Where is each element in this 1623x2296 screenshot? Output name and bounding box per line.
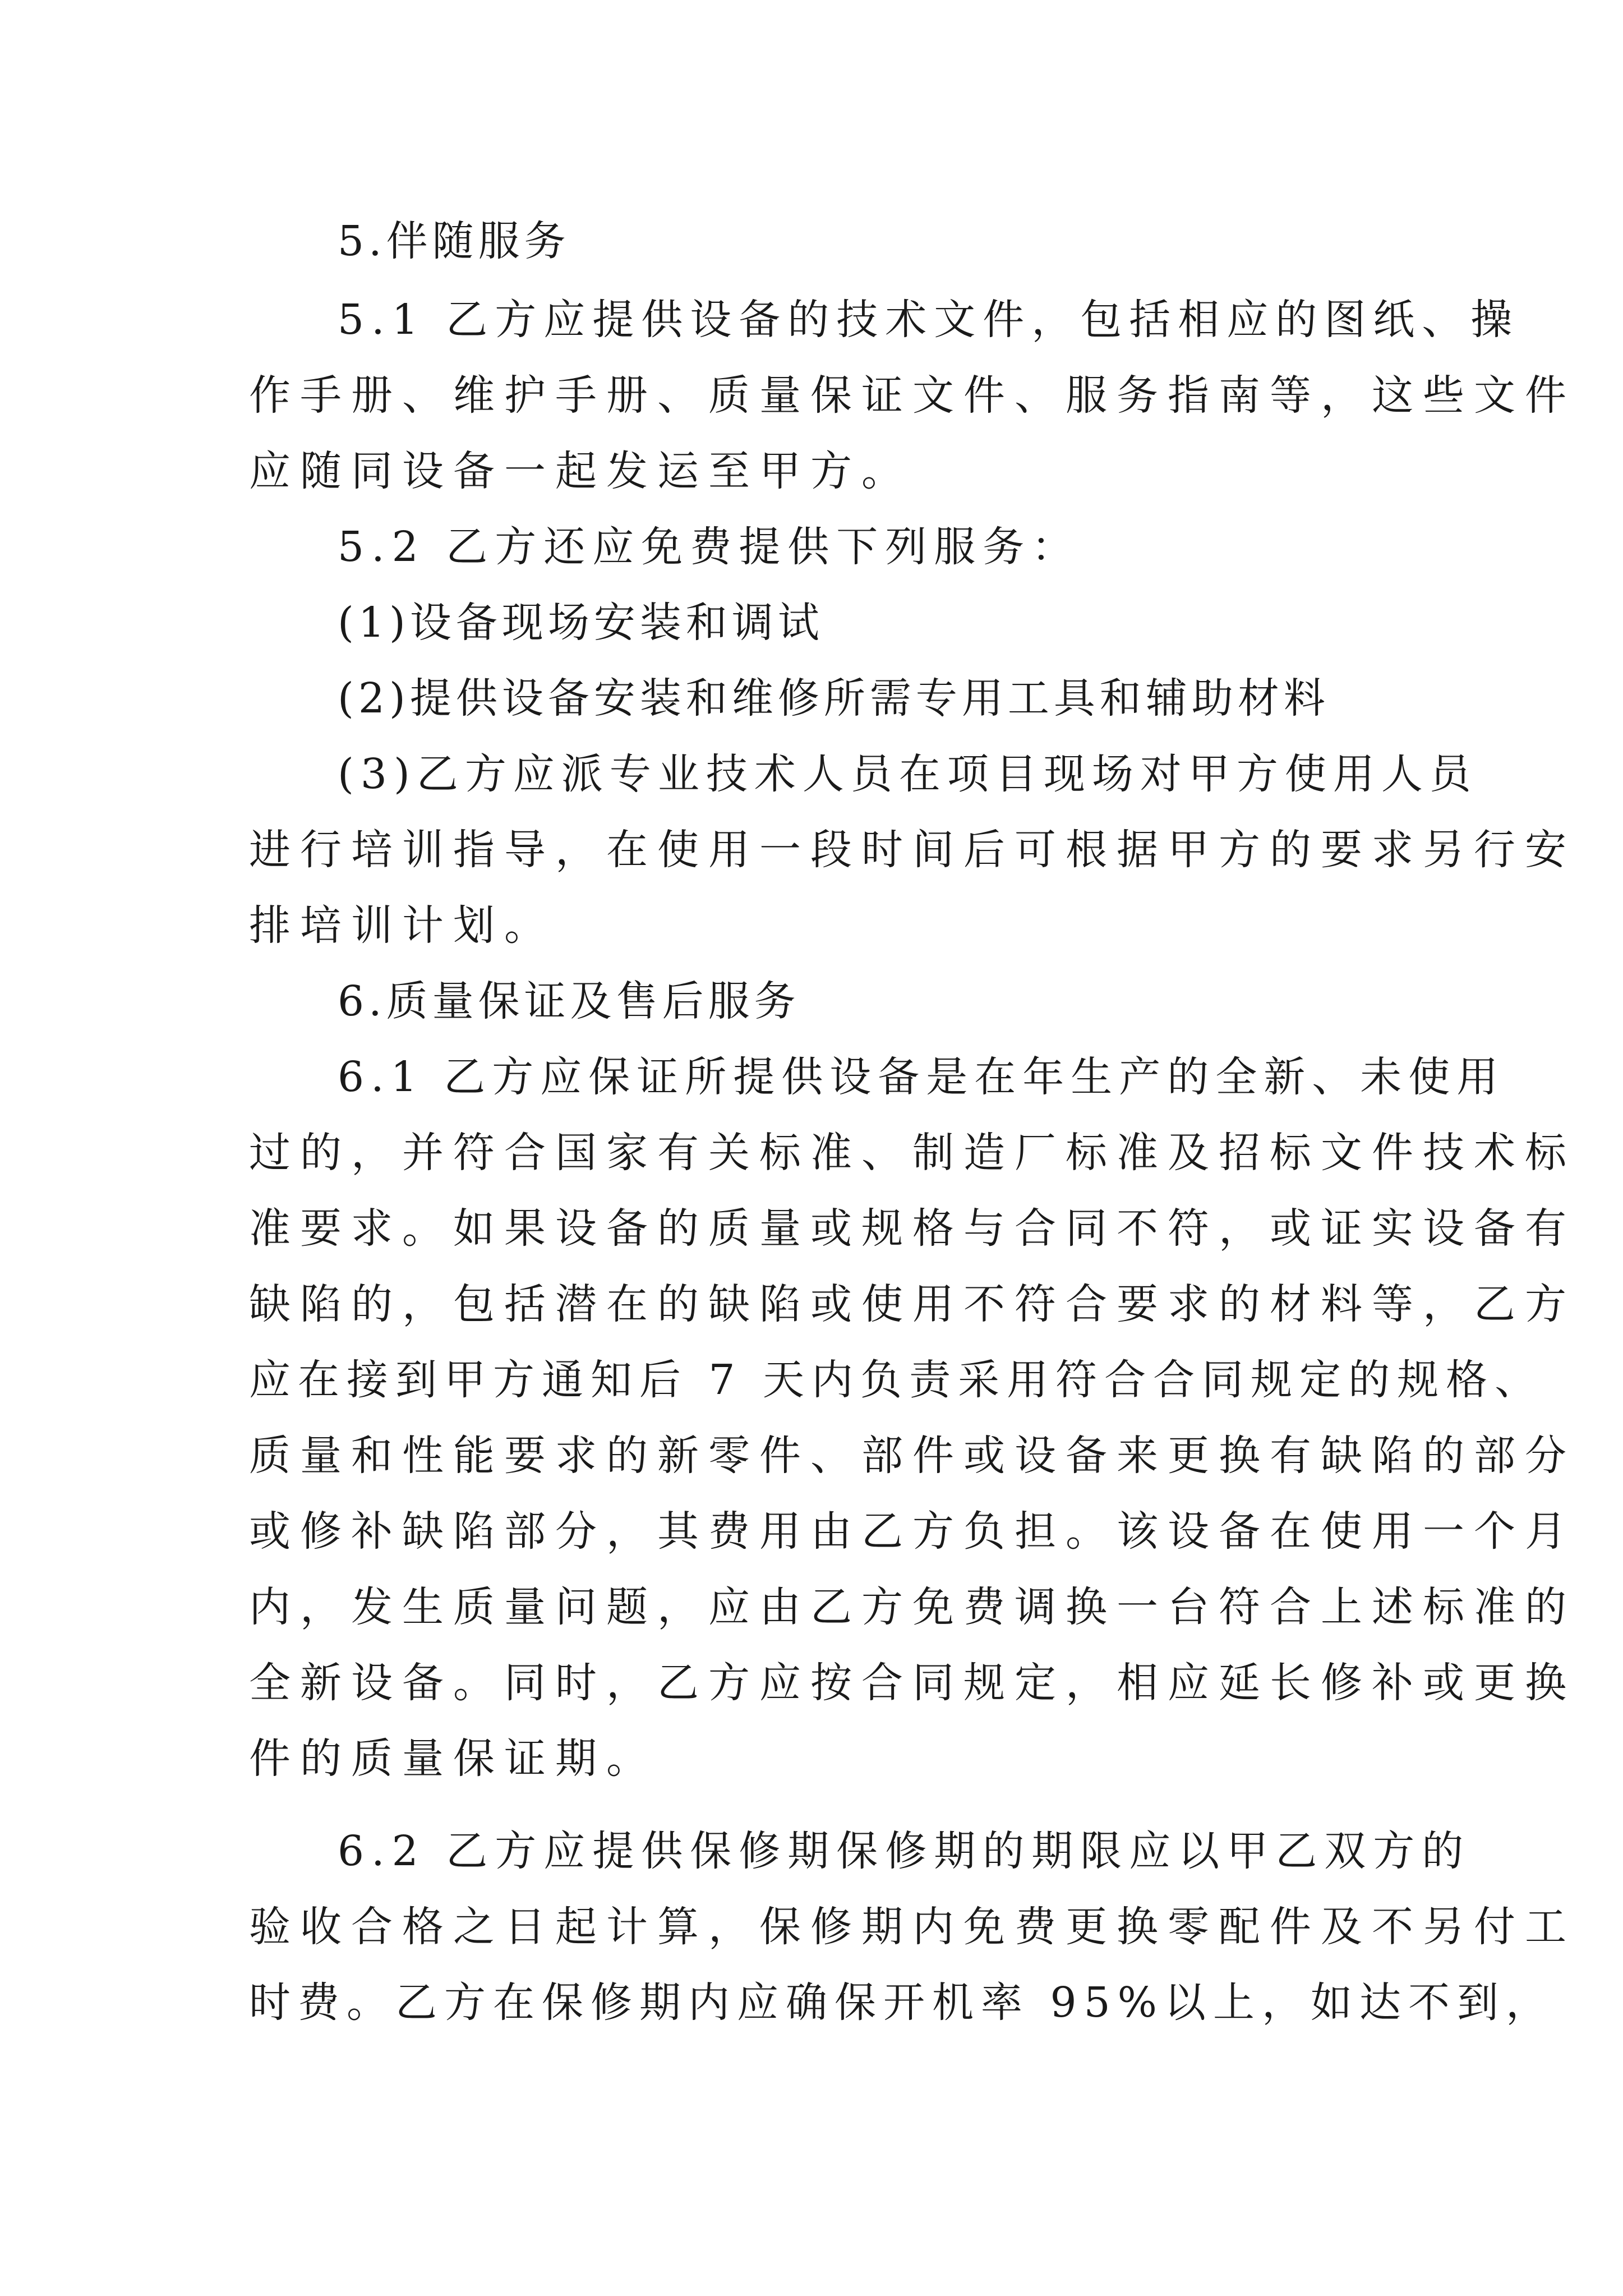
paragraph-line: 5.2 乙方还应免费提供下列服务： [338,523,1081,571]
paragraph-line: 内，发生质量问题，应由乙方免费调换一台符合上述标准的 [249,1583,1576,1631]
paragraph-line: 6.2 乙方应提供保修期保修期的期限应以甲乙双方的 [338,1827,1471,1875]
paragraph-line: 作手册、维护手册、质量保证文件、服务指南等，这些文件 [249,371,1576,420]
paragraph-line: 应随同设备一起发运至甲方。 [249,447,912,495]
paragraph-line: 时费。乙方在保修期内应确保开机率 95%以上，如达不到， [249,1978,1555,2027]
section-heading: 6.质量保证及售后服务 [338,977,800,1025]
paragraph-line: 全新设备。同时，乙方应按合同规定，相应延长修补或更换 [249,1659,1576,1707]
paragraph-line: 缺陷的，包括潜在的缺陷或使用不符合要求的材料等，乙方 [249,1280,1576,1328]
paragraph-line: 5.1 乙方应提供设备的技术文件，包括相应的图纸、操 [338,296,1520,344]
paragraph-line: 件的质量保证期。 [249,1734,657,1783]
list-item: (1)设备现场安装和调试 [338,599,824,647]
list-item: (3)乙方应派专业技术人员在项目现场对甲方使用人员 [338,750,1478,798]
paragraph-line: 应在接到甲方通知后 7 天内负责采用符合合同规定的规格、 [249,1356,1544,1404]
paragraph-line: 验收合格之日起计算，保修期内免费更换零配件及不另付工 [249,1903,1576,1951]
paragraph-line: 过的，并符合国家有关标准、制造厂标准及招标文件技术标 [249,1129,1576,1177]
section-heading: 5.伴随服务 [338,217,570,265]
paragraph-line: 或修补缺陷部分，其费用由乙方负担。该设备在使用一个月 [249,1507,1576,1556]
paragraph-line: 进行培训指导，在使用一段时间后可根据甲方的要求另行安 [249,826,1576,874]
list-item: (2)提供设备安装和维修所需专用工具和辅助材料 [338,674,1330,723]
paragraph-line: 准要求。如果设备的质量或规格与合同不符，或证实设备有 [249,1204,1576,1253]
paragraph-line: 排培训计划。 [249,901,555,950]
paragraph-line: 6.1 乙方应保证所提供设备是在年生产的全新、未使用 [338,1053,1505,1101]
paragraph-line: 质量和性能要求的新零件、部件或设备来更换有缺陷的部分 [249,1432,1576,1480]
